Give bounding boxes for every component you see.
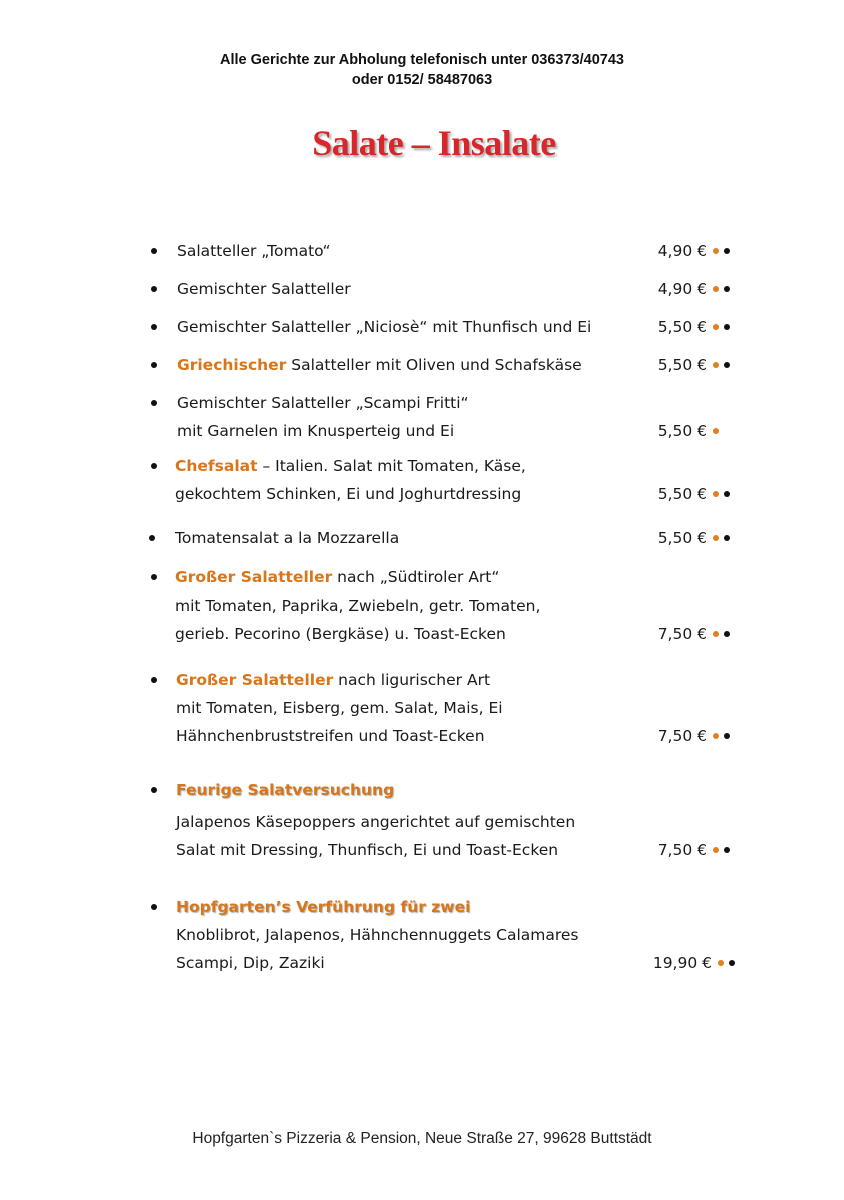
bullet-icon	[151, 248, 157, 254]
orange-dot-icon	[718, 960, 724, 966]
black-dot-icon	[724, 324, 730, 330]
orange-dot-icon	[713, 733, 719, 739]
orange-dot-icon	[713, 535, 719, 541]
item-line-2: Knoblibrot, Jalapenos, Hähnchennuggets Calamares	[176, 926, 579, 944]
black-dot-icon	[724, 248, 730, 254]
item-line-3: Hähnchenbruststreifen und Toast-Ecken	[176, 727, 485, 745]
item-name: Griechischer	[177, 356, 287, 374]
item-line-1	[175, 563, 499, 591]
item-line-2: mit Tomaten, Eisberg, gem. Salat, Mais, Ei	[176, 699, 503, 717]
item-price: 7,50 €	[657, 841, 707, 859]
orange-dot-icon	[713, 491, 719, 497]
header-line-1: Alle Gerichte zur Abholung telefonisch unter 036373/40743	[220, 52, 624, 68]
black-dot-icon	[724, 362, 730, 368]
restaurant-address-footer: Hopfgarten`s Pizzeria & Pension, Neue Straße 27, 99628 Buttstädt	[192, 1130, 652, 1147]
item-description: Gemischter Salatteller „Niciosè“ mit Thunfisch und Ei	[177, 318, 592, 336]
bullet-icon	[151, 787, 157, 793]
item-description: Gemischter Salatteller „Scampi Fritti“	[177, 394, 469, 412]
black-dot-icon	[724, 733, 730, 739]
bullet-icon	[151, 324, 157, 330]
bullet-icon	[151, 286, 157, 292]
item-name: Hopfgarten’s Verführung für zwei	[176, 898, 471, 916]
item-price: 7,50 €	[657, 625, 707, 643]
page-title: Salate – Insalate	[312, 123, 556, 163]
item-price: 5,50 €	[657, 422, 707, 440]
item-line-1	[177, 237, 331, 265]
orange-dot-icon	[713, 286, 719, 292]
item-price: 19,90 €	[652, 954, 712, 972]
item-description: – Italien. Salat mit Tomaten, Käse,	[257, 457, 526, 475]
item-price: 7,50 €	[657, 727, 707, 745]
order-hotline-header	[0, 50, 844, 90]
item-line-1	[177, 275, 351, 303]
item-price: 4,90 €	[657, 280, 707, 298]
item-line-2: mit Garnelen im Knusperteig und Ei	[177, 422, 455, 440]
orange-dot-icon	[713, 428, 719, 434]
item-name: Feurige Salatversuchung	[176, 781, 395, 799]
item-line-1	[176, 666, 490, 694]
bullet-icon	[151, 677, 157, 683]
orange-dot-icon	[713, 847, 719, 853]
item-price: 5,50 €	[657, 529, 707, 547]
item-line-3: Salat mit Dressing, Thunfisch, Ei und Toast-Ecken	[176, 841, 559, 859]
item-line-2: mit Tomaten, Paprika, Zwiebeln, getr. Tomaten,	[175, 597, 541, 615]
bullet-icon	[149, 535, 155, 541]
orange-dot-icon	[713, 631, 719, 637]
item-price: 4,90 €	[657, 242, 707, 260]
black-dot-icon	[724, 535, 730, 541]
black-dot-icon	[729, 960, 735, 966]
item-line-2: Jalapenos Käsepoppers angerichtet auf gemischten	[176, 813, 576, 831]
black-dot-icon	[724, 847, 730, 853]
orange-dot-icon	[713, 324, 719, 330]
item-name: Großer Salatteller	[175, 568, 333, 586]
item-price: 5,50 €	[657, 485, 707, 503]
item-line-3: gerieb. Pecorino (Bergkäse) u. Toast-Ecken	[175, 625, 506, 643]
item-description: Salatteller „Tomato“	[177, 242, 331, 260]
black-dot-icon	[724, 286, 730, 292]
item-line-1	[177, 389, 469, 417]
item-line-1	[175, 452, 526, 480]
item-name: Großer Salatteller	[176, 671, 334, 689]
item-price: 5,50 €	[657, 356, 707, 374]
black-dot-icon	[724, 491, 730, 497]
bullet-icon	[151, 463, 157, 469]
item-description: Tomatensalat a la Mozzarella	[175, 529, 400, 547]
header-line-2: oder 0152/ 58487063	[351, 72, 493, 88]
bullet-icon	[151, 904, 157, 910]
bullet-icon	[151, 362, 157, 368]
black-dot-icon	[724, 631, 730, 637]
item-price: 5,50 €	[657, 318, 707, 336]
item-description: Salatteller mit Oliven und Schafskäse	[286, 356, 582, 374]
item-description: nach „Südtiroler Art“	[332, 568, 500, 586]
item-name: Chefsalat	[175, 457, 258, 475]
orange-dot-icon	[713, 362, 719, 368]
item-description: Gemischter Salatteller	[177, 280, 351, 298]
item-description: nach ligurischer Art	[333, 671, 491, 689]
bullet-icon	[151, 574, 157, 580]
item-line-1	[175, 524, 399, 552]
orange-dot-icon	[713, 248, 719, 254]
bullet-icon	[151, 400, 157, 406]
item-line-2: gekochtem Schinken, Ei und Joghurtdressing	[175, 485, 522, 503]
item-line-3: Scampi, Dip, Zaziki	[176, 954, 325, 972]
